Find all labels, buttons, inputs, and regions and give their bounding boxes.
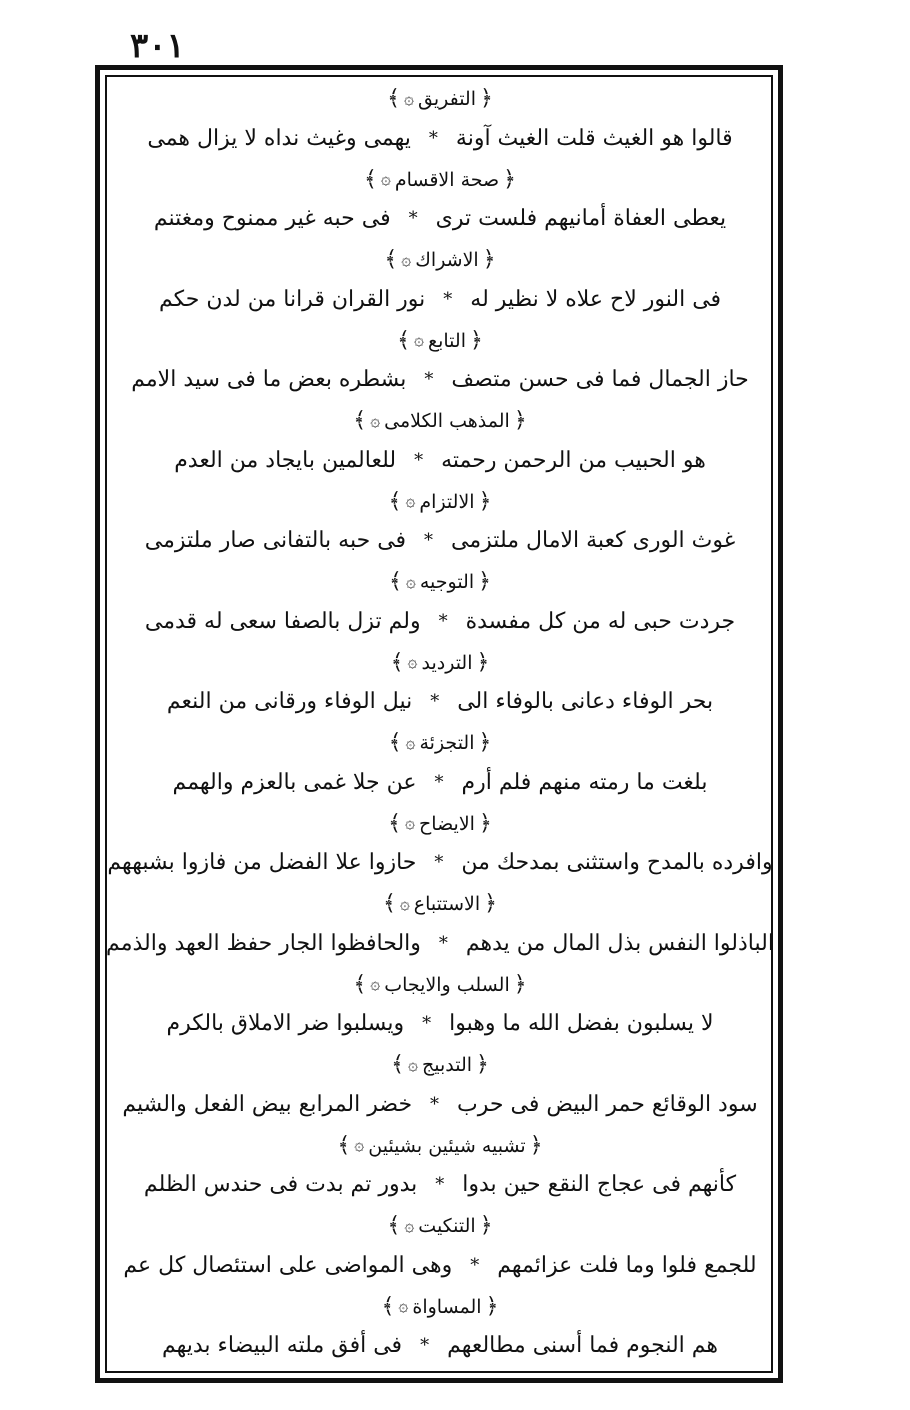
- section-heading-text: التوجيه: [419, 571, 475, 593]
- bracket-open: ﴿: [485, 1293, 499, 1319]
- verse-line: [174, 438, 706, 482]
- bracket-open: ﴿: [478, 569, 492, 594]
- bracket-close: ﴾: [384, 247, 398, 272]
- verse-second-hemistich: عن جلا غمى بالعزم والهمم: [172, 769, 417, 795]
- section-tardid: [120, 646, 760, 727]
- verse-line: [159, 277, 721, 321]
- verse-separator-star: *: [420, 1335, 430, 1356]
- ornament-icon: ۞: [405, 732, 416, 753]
- section-salb-wal-ijab: [120, 968, 760, 1049]
- section-tankit: [120, 1209, 760, 1290]
- verse-line: [131, 358, 749, 402]
- section-sihhat-al-aqsam: [120, 163, 760, 244]
- section-heading: [387, 1209, 492, 1243]
- verse-separator-star: *: [428, 127, 438, 149]
- verse-line: [173, 760, 708, 804]
- bracket-close: ﴾: [388, 730, 402, 755]
- bracket-open: ﴿: [503, 166, 517, 192]
- verse-second-hemistich: فى حبه بالتفانى صار ملتزمى: [144, 528, 407, 553]
- verse-second-hemistich: بشطره بعض ما فى سيد الامم: [131, 367, 407, 392]
- section-idah: [107, 807, 773, 888]
- ornament-icon: ۞: [405, 813, 416, 833]
- ornament-icon: ۞: [354, 1135, 365, 1155]
- verse-separator-star: *: [408, 208, 418, 229]
- bracket-close: ﴾: [353, 408, 367, 433]
- verse-separator-star: *: [434, 771, 444, 793]
- verse-second-hemistich: حازوا علا الفضل من فازوا بشبههم: [107, 850, 417, 875]
- verse-separator-star: *: [430, 1093, 440, 1115]
- section-heading-text: التنكيت: [418, 1215, 476, 1237]
- section-heading-text: المساواة: [412, 1295, 482, 1318]
- section-heading-text: الاشراك: [415, 249, 479, 271]
- ornament-icon: ۞: [405, 491, 416, 511]
- ornament-icon: ۞: [407, 1054, 418, 1075]
- verse-line: [167, 680, 713, 724]
- verse-first-hemistich: بحر الوفاء دعانى بالوفاء الى: [457, 689, 714, 714]
- verse-first-hemistich: للجمع فلوا وما فلت عزائمهم: [497, 1252, 757, 1278]
- section-heading-text: المذهب الكلامى: [384, 410, 510, 432]
- verse-first-hemistich: جردت حبى له من كل مفسدة: [465, 608, 736, 634]
- section-tajziah: [120, 726, 760, 807]
- section-heading-text: الايضاح: [419, 812, 475, 835]
- verse-second-hemistich: يهمى وغيث نداه لا يزال همى: [147, 125, 411, 151]
- verse-second-hemistich: بدور تم بدت فى حندس الظلم: [143, 1172, 418, 1197]
- section-heading: [337, 1129, 542, 1163]
- section-heading: [391, 1048, 489, 1082]
- ornament-icon: ۞: [407, 652, 418, 672]
- section-heading-text: الترديد: [421, 651, 473, 674]
- section-heading: [384, 243, 495, 277]
- section-heading: [388, 807, 492, 841]
- verse-separator-star: *: [434, 852, 444, 873]
- verse-second-hemistich: فى أفق ملته البيضاء بديهم: [161, 1333, 403, 1358]
- bracket-open: ﴿: [480, 86, 493, 111]
- ornament-icon: ۞: [398, 1296, 409, 1316]
- section-heading: [353, 404, 526, 438]
- bracket-close: ﴾: [391, 1052, 404, 1077]
- section-madhhab-kalami: [120, 404, 760, 485]
- bracket-open: ﴿: [513, 408, 527, 433]
- verse-separator-star: *: [435, 1174, 445, 1195]
- bracket-open: ﴿: [476, 1052, 489, 1077]
- bracket-close: ﴾: [390, 649, 404, 675]
- section-tabi: [120, 324, 760, 405]
- bracket-close: ﴾: [337, 1132, 351, 1158]
- bracket-open: ﴿: [469, 327, 483, 353]
- section-heading: [364, 163, 516, 197]
- verse-separator-star: *: [438, 610, 448, 632]
- verse-separator-star: *: [424, 369, 434, 390]
- verse-line: [144, 1163, 736, 1207]
- verse-second-hemistich: للعالمين بايجاد من العدم: [174, 447, 397, 473]
- section-heading: [391, 646, 490, 680]
- verse-second-hemistich: نور القران قرانا من لدن حكم: [158, 286, 426, 312]
- section-heading: [397, 324, 483, 358]
- section-heading-text: التدبيج: [421, 1054, 473, 1076]
- ornament-icon: ۞: [399, 893, 410, 914]
- ornament-icon: ۞: [370, 410, 381, 431]
- section-tashbih-shayayn: [120, 1129, 760, 1210]
- verse-separator-star: *: [424, 530, 434, 551]
- bracket-close: ﴾: [353, 971, 367, 997]
- verse-separator-star: *: [430, 691, 440, 712]
- verse-separator-star: *: [443, 288, 453, 310]
- bracket-close: ﴾: [382, 891, 396, 916]
- section-heading-text: صحة الاقسام: [394, 168, 500, 191]
- section-heading-text: التفريق: [417, 88, 476, 110]
- section-heading: [353, 968, 526, 1002]
- bracket-close: ﴾: [388, 488, 402, 514]
- section-heading: [387, 82, 493, 116]
- verse-second-hemistich: فى حبه غير ممنوح ومغتنم: [153, 206, 391, 231]
- verse-separator-star: *: [414, 449, 424, 471]
- section-heading: [389, 485, 492, 519]
- section-tawjih: [120, 565, 760, 646]
- bracket-close: ﴾: [388, 569, 402, 594]
- verse-line: [107, 841, 772, 885]
- ornament-icon: ۞: [404, 1215, 415, 1236]
- verse-first-hemistich: غوث الورى كعبة الامال ملتزمى: [451, 528, 736, 553]
- verse-first-hemistich: وافرده بالمدح واستثنى بمدحك من: [461, 850, 773, 875]
- section-ishrak: [120, 243, 760, 324]
- ornament-icon: ۞: [401, 249, 412, 270]
- section-heading-text: السلب والايجاب: [384, 973, 510, 996]
- section-heading-text: الاستتباع: [413, 893, 481, 915]
- section-istitba: [106, 887, 774, 968]
- ornament-icon: ۞: [370, 974, 381, 994]
- verse-line: [145, 599, 735, 643]
- section-heading: [389, 726, 492, 760]
- verse-second-hemistich: والحافظوا الجار حفظ العهد والذمم: [106, 930, 421, 956]
- ornament-icon: ۞: [380, 169, 391, 189]
- verse-first-hemistich: سود الوقائع حمر البيض فى حرب: [457, 1091, 758, 1117]
- verse-first-hemistich: حاز الجمال فما فى حسن متصف: [451, 367, 749, 392]
- verse-line: [106, 921, 774, 965]
- bracket-open: ﴿: [484, 891, 498, 916]
- verse-second-hemistich: وهى المواضى على استئصال كل عم: [123, 1252, 453, 1278]
- verse-second-hemistich: نيل الوفاء ورقانى من النعم: [166, 689, 413, 714]
- bracket-open: ﴿: [482, 247, 496, 272]
- verse-second-hemistich: ويسلبوا ضر الاملاق بالكرم: [166, 1011, 405, 1036]
- section-musawat: [120, 1290, 760, 1371]
- section-tadbij: [120, 1048, 760, 1129]
- section-heading-text: الالتزام: [419, 490, 475, 513]
- verse-first-hemistich: كأنهم فى عجاج النقع حين بدوا: [462, 1172, 737, 1197]
- bracket-close: ﴾: [363, 166, 377, 192]
- bracket-close: ﴾: [387, 1213, 401, 1238]
- verse-first-hemistich: لا يسلبون بفضل الله ما وهبوا: [449, 1011, 714, 1036]
- verse-first-hemistich: قالوا هو الغيث قلت الغيث آونة: [455, 125, 733, 151]
- verse-first-hemistich: هو الحبيب من الرحمن رحمته: [441, 447, 706, 473]
- bracket-open: ﴿: [479, 1213, 493, 1238]
- bracket-open: ﴿: [478, 488, 492, 514]
- verse-line: [147, 116, 732, 160]
- bracket-open: ﴿: [476, 649, 490, 675]
- ornament-icon: ۞: [404, 88, 414, 109]
- bracket-close: ﴾: [387, 86, 400, 111]
- verse-line: [154, 197, 726, 241]
- bracket-close: ﴾: [397, 327, 411, 353]
- verse-line: [122, 1082, 757, 1126]
- section-tafriq: [120, 82, 760, 163]
- section-heading: [382, 1290, 499, 1324]
- verse-first-hemistich: يعطى العفاة أمانيهم فلست ترى: [435, 206, 727, 231]
- section-heading-text: التجزئة: [419, 732, 475, 754]
- section-heading-text: تشبيه شيئين بشيئين: [368, 1134, 526, 1157]
- section-heading: [389, 565, 491, 599]
- verse-line: [123, 1243, 756, 1287]
- section-iltizam: [120, 485, 760, 566]
- verse-separator-star: *: [470, 1254, 480, 1276]
- ornament-icon: ۞: [414, 330, 424, 350]
- poem-body: [106, 82, 774, 1372]
- ornament-icon: ۞: [405, 571, 416, 592]
- verse-first-hemistich: بلغت ما رمته منهم فلم أرم: [461, 769, 708, 795]
- section-heading: [383, 887, 497, 921]
- bracket-open: ﴿: [478, 810, 492, 836]
- verse-line: [166, 1002, 713, 1046]
- verse-first-hemistich: هم النجوم فما أسنى مطالعهم: [447, 1333, 719, 1358]
- verse-second-hemistich: ولم تزل بالصفا سعى له قدمى: [144, 608, 421, 634]
- verse-second-hemistich: خضر المرابع بيض الفعل والشيم: [122, 1091, 413, 1117]
- verse-line: [145, 519, 736, 563]
- page-number: ٣٠١: [130, 26, 185, 66]
- verse-separator-star: *: [422, 1013, 432, 1034]
- bracket-close: ﴾: [388, 810, 402, 836]
- section-heading-text: التابع: [427, 329, 466, 352]
- bracket-close: ﴾: [381, 1293, 395, 1319]
- verse-separator-star: *: [438, 932, 448, 954]
- bracket-open: ﴿: [529, 1132, 543, 1158]
- verse-first-hemistich: فى النور لاح علاه لا نظير له: [470, 286, 722, 312]
- verse-first-hemistich: الباذلوا النفس بذل المال من يدهم: [465, 930, 774, 956]
- bracket-open: ﴿: [513, 971, 527, 997]
- bracket-open: ﴿: [478, 730, 492, 755]
- verse-line: [162, 1324, 718, 1368]
